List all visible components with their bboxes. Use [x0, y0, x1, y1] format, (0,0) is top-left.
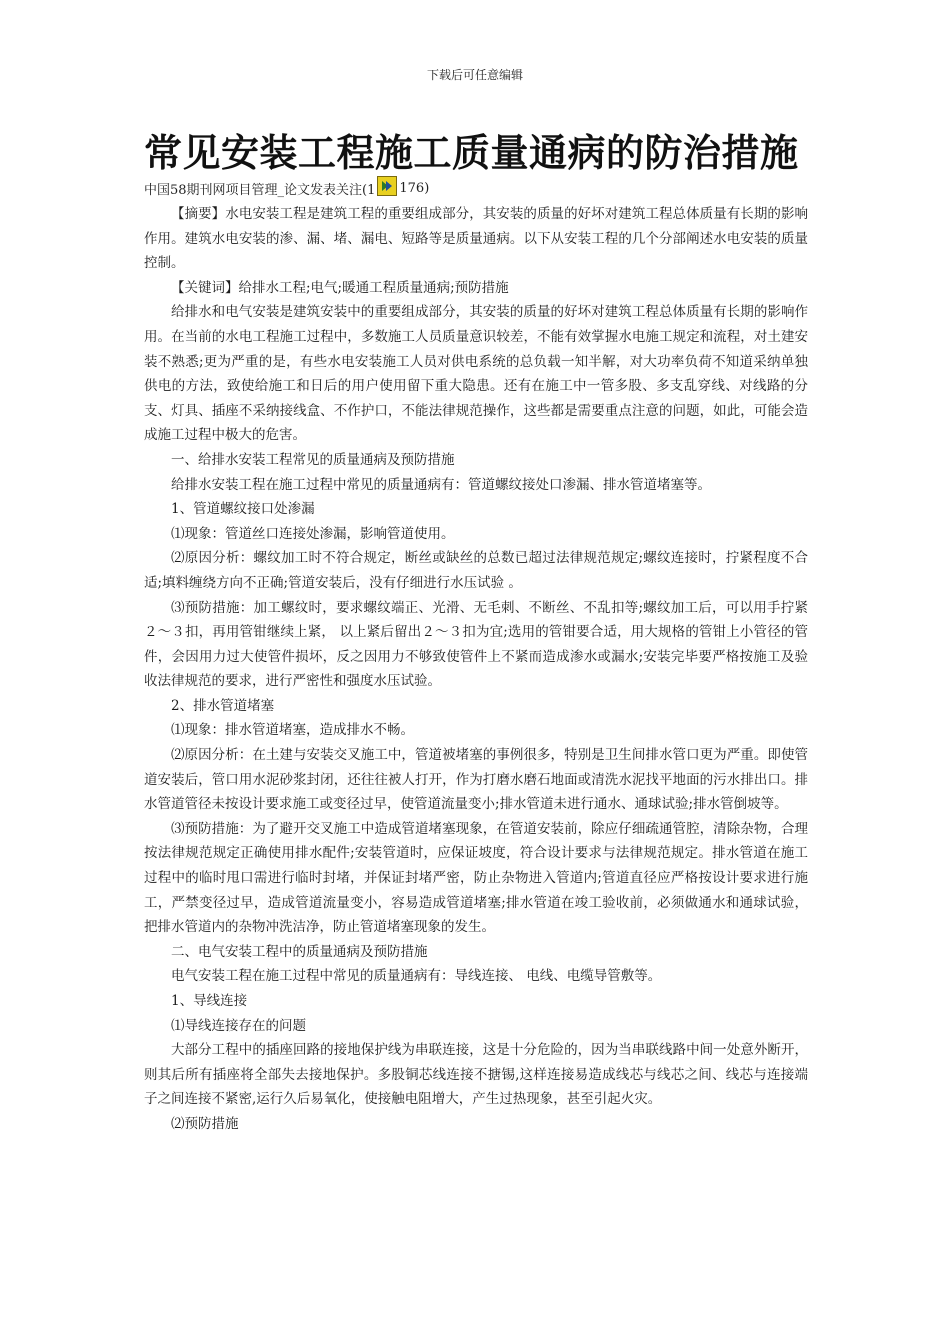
subsection-heading: 1、导线连接 — [171, 993, 248, 1009]
header-note: 下载后可任意编辑 — [426, 68, 523, 82]
body-paragraph: ⑵原因分析：螺纹加工时不符合规定，断丝或缺丝的总数已超过法律规范规定;螺纹连接时，拧紧程度不合适;填料缠绕方向不正确;管道安装后，没有仔细进行水压试验 。 — [144, 550, 808, 591]
body-paragraph: 大部分工程中的插座回路的接地保护线为串联连接，这是十分危险的，因为当串联线路中间一处意外断开，则其后所有插座将全部失去接地保护。多股铜芯线连接不搪锡,这样连接易造成线芯与线芯之间、线芯与连接端子之间连接不紧密,运行久后易氧化，使接触电阻增大，产生过热现象，甚至引起火灾。 — [144, 1042, 808, 1108]
body-paragraph: ⑵原因分析：在土建与安装交叉施工中，管道被堵塞的事例很多，特别是卫生间排水管口更为严重。即使管道安装后，管口用水泥砂浆封闭，还往往被人打开，作为打磨水磨石地面或清洗水泥找平地面的污水排出口。排水管道管径未按设计要求施工或变径过早，使管道流量变小;排水管道未进行通水、通球试验;排水管倒坡等。 — [144, 747, 808, 813]
body-paragraph: 给排水和电气安装是建筑安装中的重要组成部分，其安装的质量的好坏对建筑工程总体质量有长期的影响作用。在当前的水电工程施工过程中，多数施工人员质量意识较差，不能有效掌握水电施工规定和流程，对土建安装不熟悉;更为严重的是，有些水电安装施工人员对供电系统的总负载一知半解，对大功率负荷不知道采纳单独供电的方法，致使给施工和日后的用户使用留下重大隐患。还有在施工中一管多股、多支乱穿线、对线路的分支、灯具、插座不采纳接线盒、不作护口，不能法律规范操作，这些都是需要重点注意的问题，如此，可能会造成施工过程中极大的危害。 — [144, 304, 808, 444]
article-meta — [144, 178, 429, 198]
body-paragraph: ⑶预防措施：加工螺纹时，要求螺纹端正、光滑、无毛刺、不断丝、不乱扣等;螺纹加工后，可以用手拧紧２～３扣，再用管钳继续上紧， 以上紧后留出２～３扣为宜;选用的管钳要合适，用大规格的管钳上小管径的管件，会因用力过大使管件损坏，反之因用力不够致使管件上不紧而造成渗水或漏水;安装完毕要严格按施工及验收法律规范的要求，进行严密性和强度水压试验。 — [144, 599, 808, 690]
magazine-icon[interactable] — [377, 176, 397, 196]
body-paragraph: ⑴现象：管道丝口连接处渗漏，影响管道使用。 — [171, 525, 455, 542]
keywords-paragraph: 【关键词】给排水工程;电气;暖通工程质量通病;预防措施 — [171, 279, 509, 296]
abstract-paragraph: 【摘要】水电安装工程是建筑工程的重要组成部分，其安装的质量的好坏对建筑工程总体质量有长期的影响作用。建筑水电安装的渗、漏、堵、漏电、短路等是质量通病。以下从安装工程的几个分部阐述水电安装的质量控制。 — [144, 206, 808, 272]
subsection-heading: 1、管道螺纹接口处渗漏 — [171, 501, 315, 518]
article-body — [144, 202, 808, 1137]
body-paragraph: ⑴导线连接存在的问题 — [171, 1017, 306, 1034]
subsection-heading: 2、排水管道堵塞 — [171, 697, 275, 714]
body-paragraph: ⑶预防措施：为了避开交叉施工中造成管道堵塞现象，在管道安装前，除应仔细疏通管腔，清除杂物，合理按法律规范规定正确使用排水配件;安装管道时，应保证坡度，符合设计要求与法律规范规定。排水管道在施工过程中的临时甩口需进行临时封堵，并保证封堵严密，防止杂物进入管道内;管道直径应严格按设计要求进行施工，严禁变径过早，造成管道流量变小，容易造成管道堵塞;排水管道在竣工验收前，必须做通水和通球试验，把排水管道内的杂物冲洗洁净，防止管道堵塞现象的发生。 — [144, 820, 808, 936]
body-paragraph: 给排水安装工程在施工过程中常见的质量通病有：管道螺纹接处口渗漏、排水管道堵塞等。 — [171, 476, 711, 493]
section-heading: 一、给排水安装工程常见的质量通病及预防措施 — [171, 451, 455, 468]
meta-suffix: 176) — [399, 180, 430, 196]
section-heading: 二、电气安装工程中的质量通病及预防措施 — [171, 943, 428, 960]
body-paragraph: ⑵预防措施 — [171, 1115, 239, 1132]
page-title: 常见安装工程施工质量通病的防治措施 — [144, 130, 799, 175]
meta-prefix: 中国58期刊网项目管理_论文发表关注(1 — [144, 182, 376, 198]
body-paragraph: ⑴现象：排水管道堵塞，造成排水不畅。 — [171, 722, 414, 739]
body-paragraph: 电气安装工程在施工过程中常见的质量通病有：导线连接、 电线、电缆导管敷等。 — [171, 968, 662, 985]
